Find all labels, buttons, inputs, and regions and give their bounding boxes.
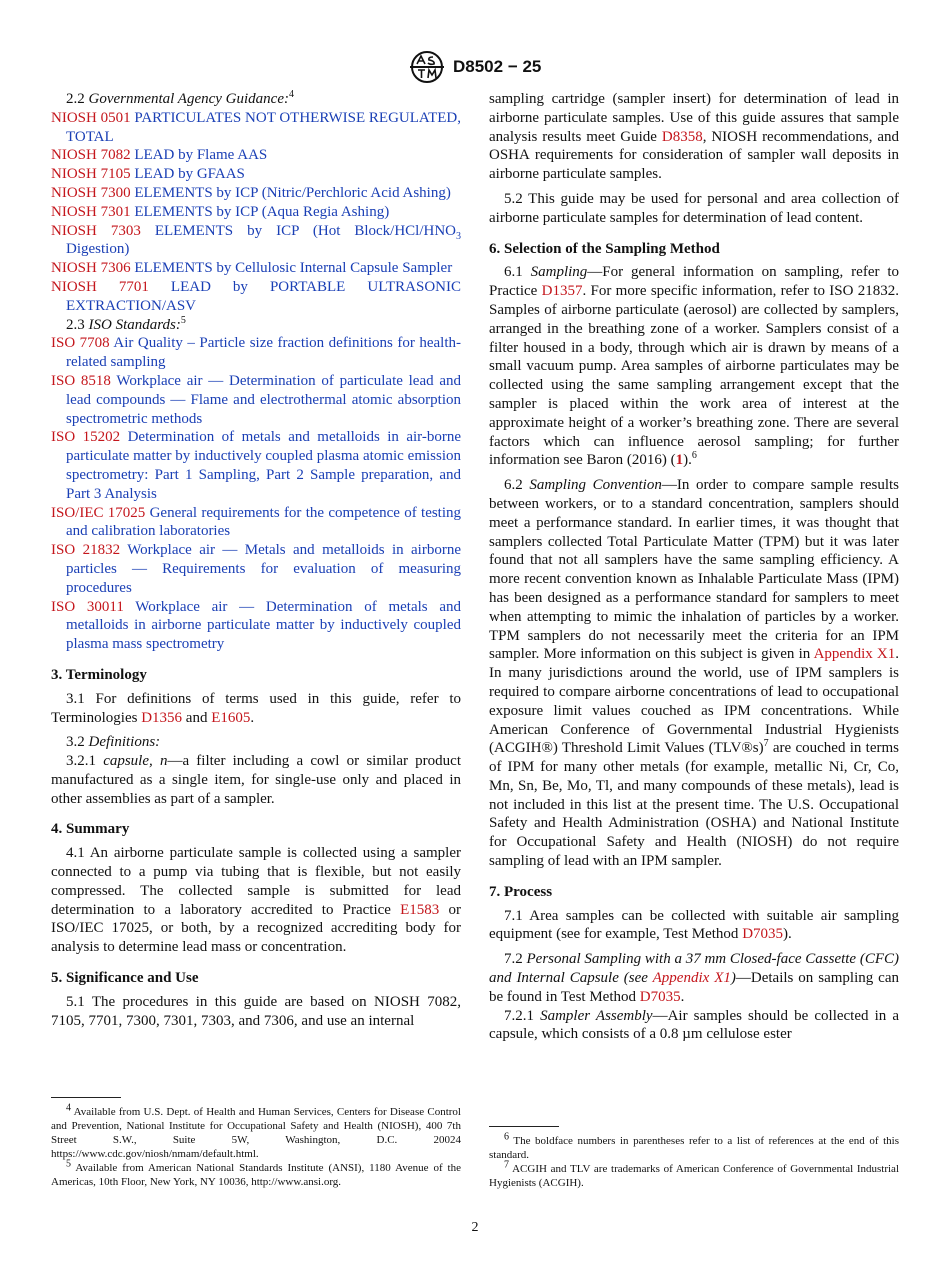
link-d1357[interactable]: D1357 (541, 283, 583, 300)
section-7-2-1: 7.2.1 Sampler Assembly—Air samples should be collected in a capsule, which consists of a 0.8 µm cellulose ester (489, 1007, 899, 1043)
ref-niosh-7300[interactable]: NIOSH 7300 ELEMENTS by ICP (Nitric/Perchloric Acid Ashing) (51, 184, 451, 201)
section-3-1: 3.1 For definitions of terms used in this guide, refer to Terminologies D1356 and E1605. (51, 690, 461, 726)
link-d7035-b[interactable]: D7035 (639, 988, 681, 1005)
footnotes-right (489, 1131, 899, 1190)
section-5-1-cont: sampling cartridge (sampler insert) for determination of lead in airborne particulate samples. Use of this guide assures that sample analysis results meet Guide D8358, NIOSH recommendations, and OSHA requirements for consideration of sampler wall deposits in airborne particulate samples. (489, 91, 899, 183)
ref-iso-iec-17025[interactable]: ISO/IEC 17025 General requirements for the competence of testing and calibration laboratories (51, 504, 462, 540)
footnote-6: $^6$ The boldface numbers in parentheses refer to a list of references at the end of this standard. (489, 1131, 899, 1161)
link-e1583[interactable]: E1583 (400, 901, 440, 918)
ref-iso-8518[interactable]: ISO 8518 Workplace air — Determination of particulate lead and lead compounds — Flame and electrothermal atomic absorption spectrometric methods (51, 372, 461, 427)
ref-iso-7708[interactable]: ISO 7708 Air Quality – Particle size fraction definitions for health-related sampling (51, 335, 461, 371)
link-appendix-x1-b[interactable]: Appendix X1 (652, 970, 731, 987)
section-3-2-1: 3.2.1 capsule, n—a filter including a cowl or similar product manufactured as a single item, for single-use only and placed in other assemblies as part of a sampler. (51, 753, 462, 807)
heading-terminology: 3. Terminology (51, 666, 147, 683)
footnote-rule-left (51, 1097, 121, 1098)
page-header (0, 50, 950, 86)
section-2-3: 2.3 ISO Standards:$^5$ (66, 314, 186, 333)
heading-selection: 6. Selection of the Sampling Method (489, 240, 720, 257)
section-3-2: 3.2 Definitions: (66, 734, 161, 751)
ref-niosh-7306[interactable]: NIOSH 7306 ELEMENTS by Cellulosic Internal Capsule Sampler (51, 260, 453, 277)
section-7-1: 7.1 Area samples can be collected with suitable air sampling equipment (see for example, Test Method D7035). (489, 907, 899, 943)
ref-iso-21832[interactable]: ISO 21832 Workplace air — Metals and metalloids in airborne particles — Requirements for evaluation of measuring procedures (51, 542, 462, 596)
ref-niosh-7301[interactable]: NIOSH 7301 ELEMENTS by ICP (Aqua Regia Ashing) (51, 203, 390, 220)
ref-iso-15202[interactable]: ISO 15202 Determination of metals and metalloids in air-borne particulate matter by inductively coupled plasma atomic emission spectrometry: Part 1 Sampling, Part 2 Sample preparation, and Part 3 Analysis (51, 429, 462, 502)
footnotes-left (51, 1102, 461, 1189)
heading-summary: 4. Summary (51, 821, 130, 838)
ref-niosh-7082[interactable]: NIOSH 7082 LEAD by Flame AAS (51, 147, 268, 164)
section-5-2: 5.2 This guide may be used for personal and area collection of airborne particulate samples for determination of lead content. (489, 190, 899, 226)
section-5-1-start: 5.1 The procedures in this guide are based on NIOSH 7082, 7105, 7701, 7300, 7301, 7303, and 7306, and use an internal (51, 993, 461, 1029)
page-number: 2 (471, 1220, 479, 1235)
footnote-5: $^5$ Available from American National Standards Institute (ANSI), 1180 Avenue of the Americas, 10th Floor, New York, NY 10036, http://www.ansi.org. (51, 1158, 461, 1188)
astm-logo-icon (408, 50, 446, 84)
heading-significance: 5. Significance and Use (51, 970, 199, 987)
link-reference-1[interactable]: 1 (675, 452, 684, 469)
ref-niosh-7105[interactable]: NIOSH 7105 LEAD by GFAAS (51, 166, 245, 183)
link-d1356[interactable]: D1356 (141, 709, 183, 726)
link-e1605[interactable]: E1605 (211, 709, 251, 726)
section-7-2: 7.2 Personal Sampling with a 37 mm Closed-face Cassette (CFC) and Internal Capsule (see Appendix X1)—Details on sampling can be found in Test Method D7035. (489, 951, 900, 1005)
link-appendix-x1[interactable]: Appendix X1 (813, 646, 896, 663)
right-column (489, 90, 899, 1044)
section-2-2: 2.2 Governmental Agency Guidance:$^4$ (66, 89, 294, 107)
ref-niosh-0501[interactable]: NIOSH 0501 PARTICULATES NOT OTHERWISE REGULATED, TOTAL (51, 109, 462, 145)
ref-niosh-7303[interactable]: NIOSH 7303 ELEMENTS by ICP (Hot Block/$HCl/HNO_3$ Digestion) (51, 222, 462, 258)
document-id: D8502 − 25 (453, 57, 542, 76)
heading-process: 7. Process (489, 883, 553, 900)
link-d7035-a[interactable]: D7035 (742, 926, 784, 943)
link-d8358[interactable]: D8358 (661, 128, 703, 145)
section-6-1: 6.1 Sampling—For general information on sampling, refer to Practice D1357. For more specific information, refer to ISO 21832. Samples of airborne particulate (aerosol) are collected by samplers, arranged in the breathing zone of a worker. Samplers consist of a filter housed in a body, through which air is drawn by means of a small vacuum pump. Area samples of airborne particulates may be collected using the same sampling arrangement except that the sampler is placed within the work area of interest at the approximate height of a worker’s breathing zone. There are several factors which can influence aerosol sampling; for further information see Baron (2016) (1).$^6$ (489, 264, 900, 469)
footnote-7: $^7$ ACGIH and TLV are trademarks of American Conference of Governmental Industrial Hygienists (ACGIH). (489, 1159, 899, 1189)
ref-iso-30011[interactable]: ISO 30011 Workplace air — Determination of metals and metalloids in airborne particulate matter by inductively coupled plasma mass spectrometry (51, 598, 461, 653)
footnote-4: $^4$ Available from U.S. Dept. of Health and Human Services, Centers for Disease Control and Prevention, National Institute for Occupational Safety and Health (NIOSH), 400 7th Street S.W., Suite 5W, Washington, D.C. 20024 https://www.cdc.gov/niosh/nmam/default.html. (51, 1102, 461, 1160)
footnote-rule-right (489, 1126, 559, 1127)
section-6-2: 6.2 Sampling Convention—In order to compare sample results between workers, or to a standard concentration, samplers should meet a performance standard. In earlier times, it was thought that samplers collected Total Particulate Matter (TPM) but it was later found that not all samplers have the same sampling efficiency. A more recent convention known as Inhalable Particulate Mass (IPM) has been designed as a performance standard for samplers to meet when attempting to mimic the inhalation of particles by a worker. TPM samplers do not necessarily meet the criteria for an IPM sampler. More information on this subject is given in Appendix X1. In many jurisdictions around the world, use of IPM samplers is required to compare airborne concentrations of lead to occupational exposure limit values couched as IPM concentrations. While American Conference of Governmental Industrial Hygienists (ACGIH®) Threshold Limit Values (TLV®s)$^7$ are couched in terms of IPM for many other metals (for example, metallic Ni, Cr, Co, Mn, Sn, Be, Mo, Tl, and many compounds of these metals), lead is not included in this list at the present time. The U.S. Occupational Safety and Health Administration (OSHA) and National Institute for Occupational Safety and Health (NIOSH) do not require sampling of lead with an IPM sampler. (489, 477, 900, 870)
section-4-1: 4.1 An airborne particulate sample is collected using a sampler connected to a pump via tubing that is flexible, but not easily compressed. The collected sample is submitted for lead determination to a laboratory accredited to Practice E1583 or ISO/IEC 17025, or both, by a recognized accrediting body for analysis to determine lead mass or concentration. (51, 845, 461, 956)
ref-niosh-7701[interactable]: NIOSH 7701 LEAD by PORTABLE ULTRASONIC EXTRACTION/ASV (51, 278, 461, 314)
left-column (51, 90, 461, 1030)
